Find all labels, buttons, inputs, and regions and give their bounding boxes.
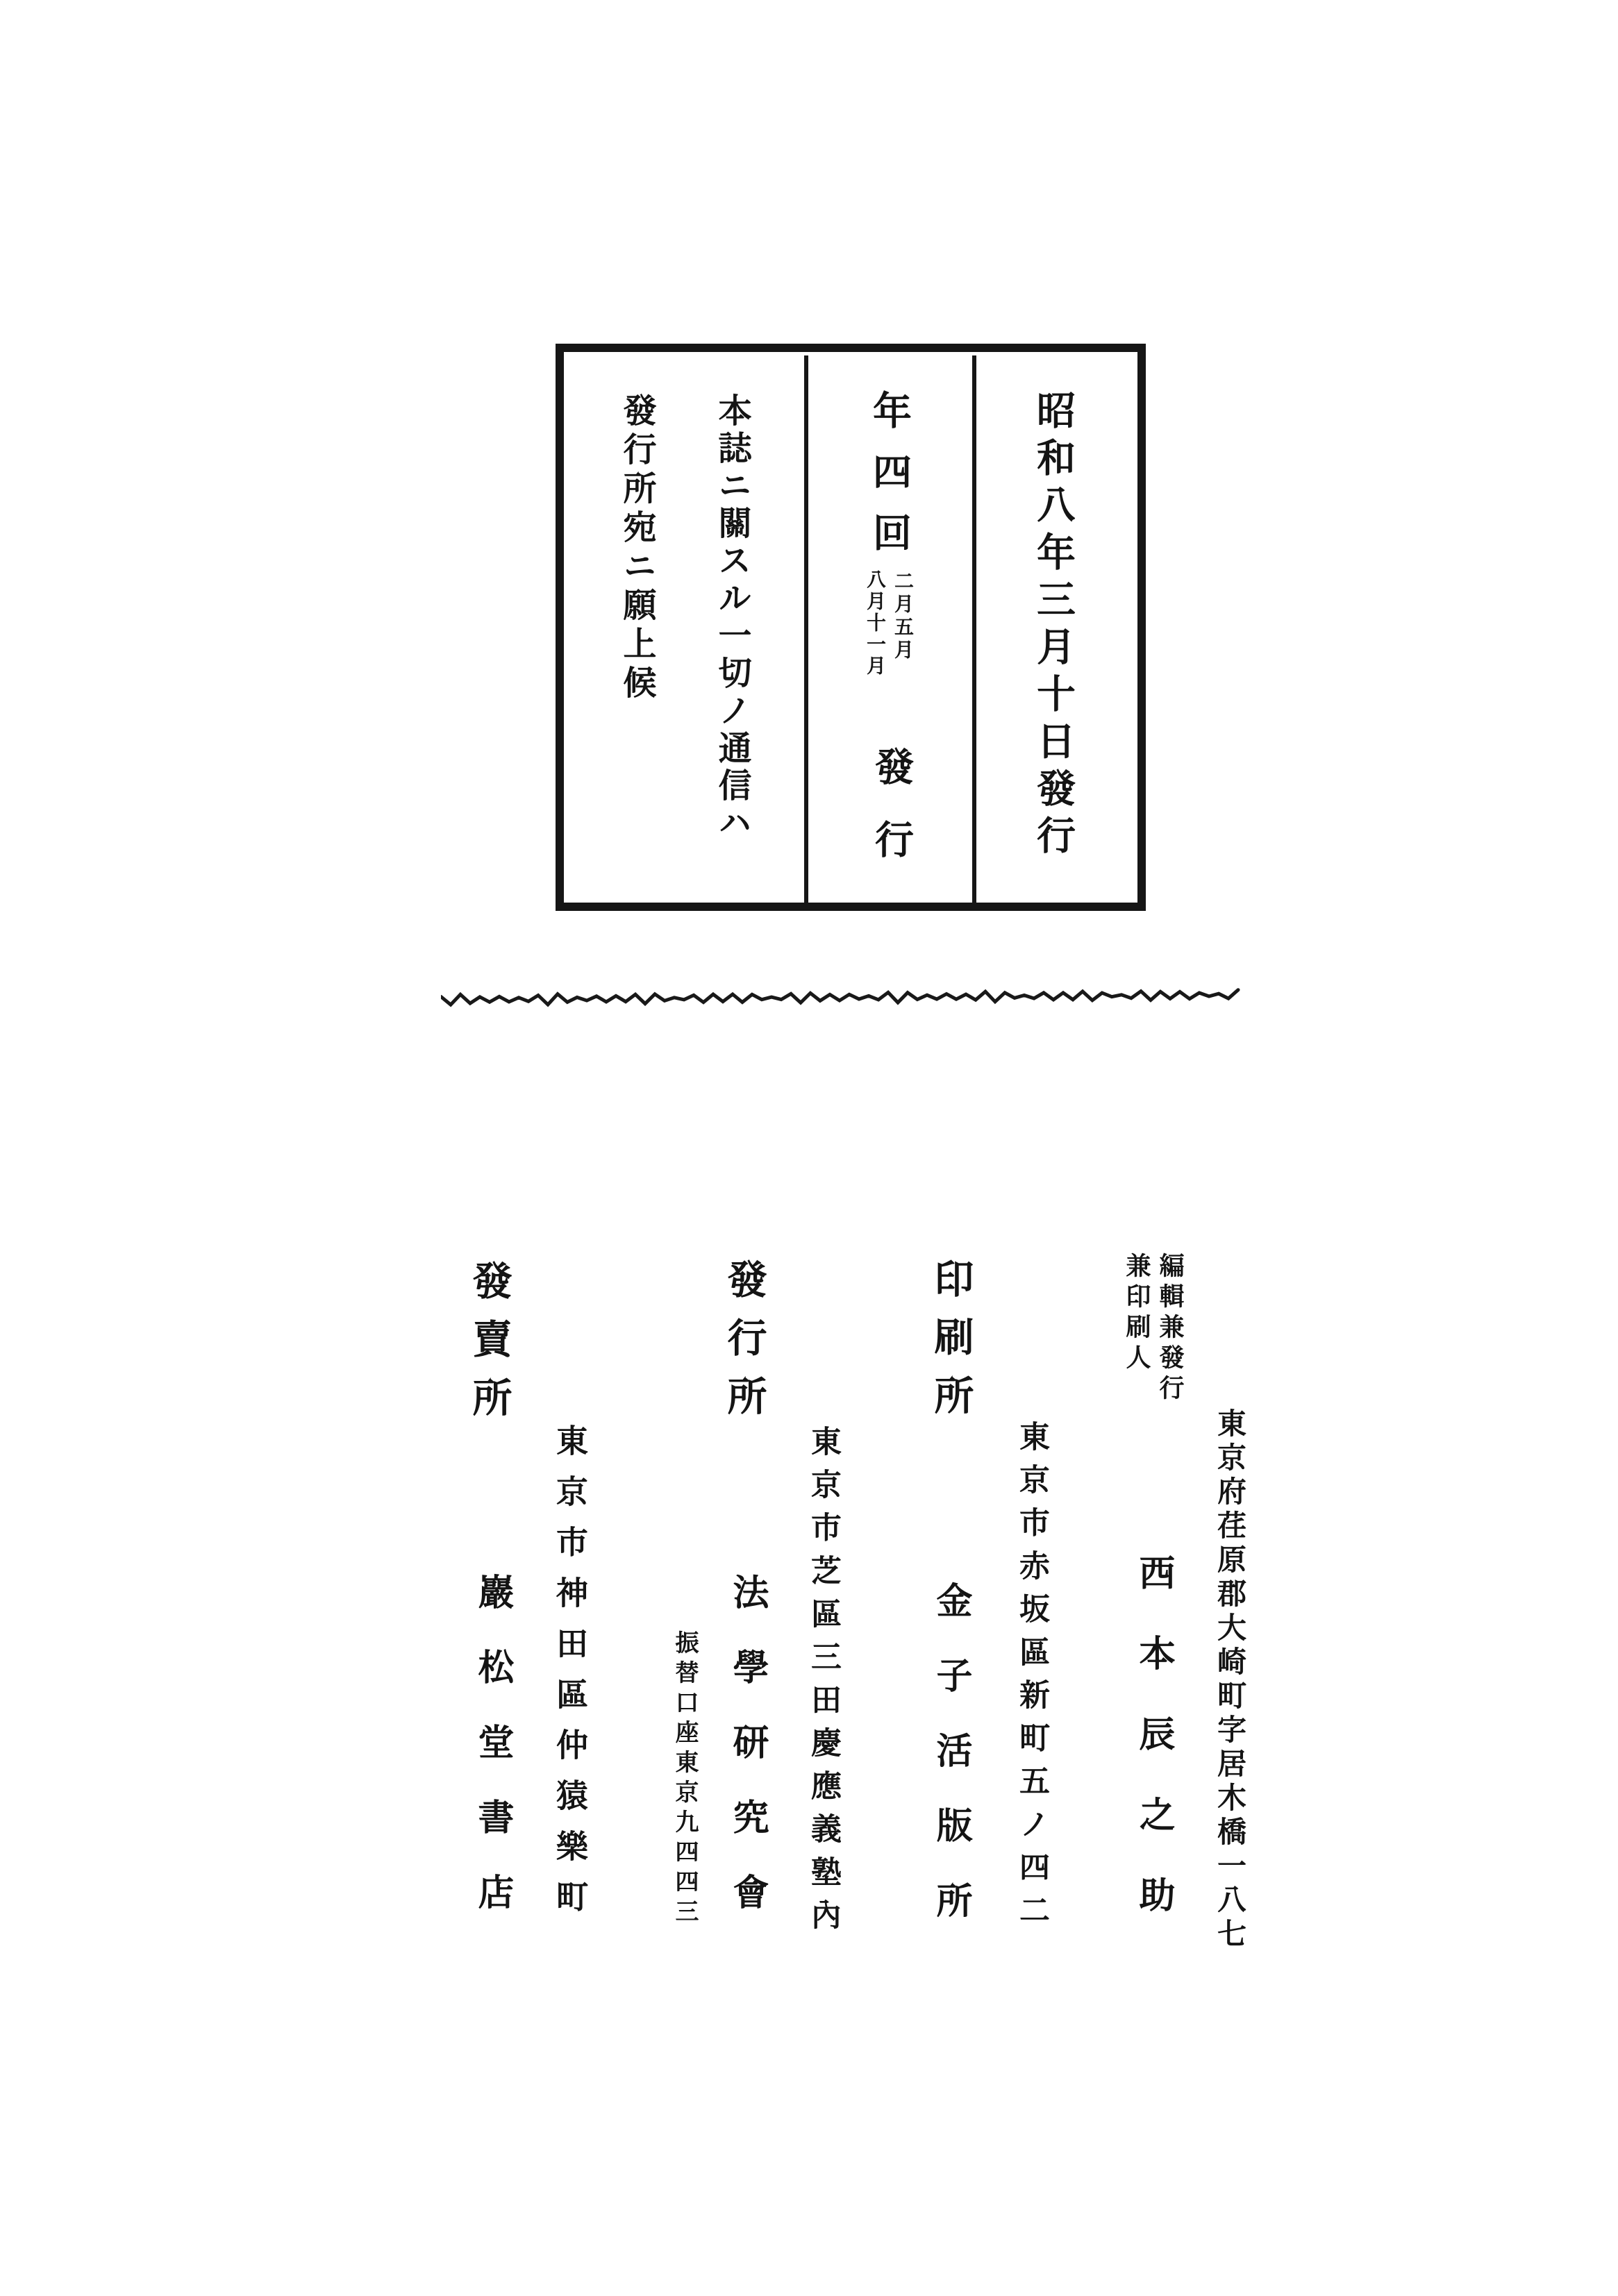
editor-role-label-line1: 編輯兼發行 — [1156, 1252, 1184, 1405]
seller-address: 東京市神田區仲猿樂町 — [552, 1424, 587, 1931]
editor-address: 東京府荏原郡大崎町字居木橋一八七 — [1213, 1408, 1245, 1952]
notice-line-1: 本誌ニ關スル一切ノ通信ハ — [713, 393, 750, 843]
box-column-divider-left — [804, 355, 808, 903]
seller-name: 巖松堂書店 — [472, 1573, 512, 1948]
schedule-suffix: 發行 — [869, 746, 912, 892]
editor-role-label-line2: 兼印刷人 — [1123, 1252, 1151, 1375]
schedule-months-right: 二月五月 — [892, 571, 913, 662]
schedule-months-left: 八月十一月 — [864, 569, 885, 677]
notice-line-2: 發行所宛ニ願上候 — [618, 393, 655, 704]
publisher-label: 發行所 — [722, 1259, 765, 1434]
printer-label: 印刷所 — [928, 1258, 972, 1433]
printer-name: 金子活版所 — [931, 1582, 970, 1956]
seller-label: 發賣所 — [467, 1260, 510, 1435]
publisher-name: 法學研究會 — [727, 1573, 767, 1948]
printer-address: 東京市赤坂區新町五ノ四二 — [1015, 1421, 1049, 1937]
publication-date-line: 昭和八年三月十日發行 — [1031, 390, 1074, 862]
publisher-postal-account: 振替口座東京九四四三 — [672, 1630, 697, 1929]
schedule-prefix: 年四回 — [867, 390, 910, 573]
wavy-divider — [441, 986, 1246, 1009]
publisher-address: 東京市芝區三田慶應義塾內 — [806, 1425, 840, 1942]
box-column-divider-right — [972, 355, 976, 903]
editor-name: 西本辰之助 — [1133, 1554, 1173, 1956]
